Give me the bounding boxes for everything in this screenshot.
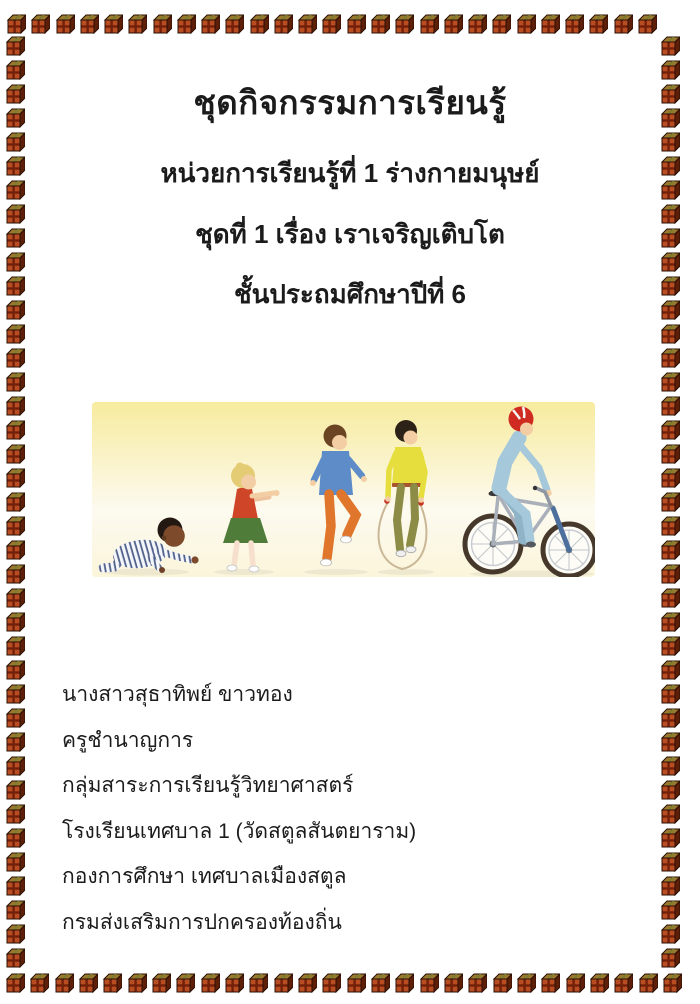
credits-block	[62, 672, 416, 945]
gift-box-icon	[588, 14, 608, 34]
gift-box-icon	[5, 684, 25, 704]
gift-box-icon	[5, 372, 25, 392]
gift-box-icon	[660, 636, 680, 656]
gift-box-icon	[660, 684, 680, 704]
growth-stages-illustration	[92, 402, 595, 577]
gift-box-icon	[443, 973, 463, 993]
gift-box-icon	[370, 14, 390, 34]
gift-box-icon	[55, 14, 75, 34]
border-top	[6, 14, 657, 34]
gift-box-icon	[5, 420, 25, 440]
gift-box-icon	[660, 468, 680, 488]
gift-box-icon	[321, 973, 341, 993]
gift-box-icon	[224, 14, 244, 34]
subtitle-set: ชุดที่ 1 เรื่อง เราเจริญเติบโต	[195, 219, 505, 249]
gift-box-icon	[321, 14, 341, 34]
gift-box-icon	[5, 564, 25, 584]
gift-box-icon	[6, 14, 26, 34]
gift-box-icon	[660, 756, 680, 776]
gift-box-icon	[467, 14, 487, 34]
credit-department: กรมส่งเสริมการปกครองท้องถิ่น	[62, 910, 342, 934]
gift-box-icon	[5, 973, 25, 993]
gift-box-icon	[79, 14, 99, 34]
gift-box-icon	[660, 804, 680, 824]
gift-box-icon	[5, 876, 25, 896]
credit-subject-group: กลุ่มสาระการเรียนรู้วิทยาศาสตร์	[62, 774, 354, 798]
gift-box-icon	[5, 708, 25, 728]
gift-box-icon	[660, 708, 680, 728]
gift-box-icon	[394, 14, 414, 34]
gift-box-icon	[660, 588, 680, 608]
gift-box-icon	[5, 348, 25, 368]
gift-box-icon	[613, 973, 633, 993]
gift-box-icon	[660, 900, 680, 920]
gift-box-icon	[660, 444, 680, 464]
gift-box-icon	[29, 973, 49, 993]
gift-box-icon	[5, 588, 25, 608]
gift-box-icon	[516, 973, 536, 993]
gift-box-icon	[564, 14, 584, 34]
gift-box-icon	[5, 780, 25, 800]
gift-box-icon	[5, 252, 25, 272]
gift-box-icon	[589, 973, 609, 993]
gift-box-icon	[297, 973, 317, 993]
credit-school: โรงเรียนเทศบาล 1 (วัดสตูลสันตยาราม)	[62, 819, 417, 843]
gift-box-icon	[200, 14, 220, 34]
gift-box-icon	[660, 660, 680, 680]
gift-box-icon	[660, 612, 680, 632]
gift-box-icon	[273, 14, 293, 34]
gift-box-icon	[102, 973, 122, 993]
gift-box-icon	[297, 14, 317, 34]
gift-box-icon	[660, 396, 680, 416]
gift-box-icon	[660, 732, 680, 752]
gift-box-icon	[224, 973, 244, 993]
page-title: ชุดกิจกรรมการเรียนรู้	[193, 84, 507, 121]
credit-author-name: นางสาวสุธาทิพย์ ขาวทอง	[62, 683, 293, 707]
gift-box-icon	[5, 396, 25, 416]
border-bottom	[5, 973, 682, 993]
gift-box-icon	[248, 973, 268, 993]
gift-box-icon	[565, 973, 585, 993]
gift-box-icon	[660, 348, 680, 368]
gift-box-icon	[5, 540, 25, 560]
gift-box-icon	[638, 973, 658, 993]
gift-box-icon	[370, 973, 390, 993]
gift-box-icon	[127, 14, 147, 34]
gift-box-icon	[5, 636, 25, 656]
gift-box-icon	[443, 14, 463, 34]
credit-education-division: กองการศึกษา เทศบาลเมืองสตูล	[62, 865, 347, 889]
gift-box-icon	[5, 828, 25, 848]
gift-box-icon	[346, 14, 366, 34]
gift-box-icon	[660, 36, 680, 56]
gift-box-icon	[152, 14, 172, 34]
gift-box-icon	[516, 14, 536, 34]
gift-box-icon	[5, 132, 25, 152]
gift-box-icon	[5, 852, 25, 872]
gift-box-icon	[5, 732, 25, 752]
gift-box-icon	[5, 756, 25, 776]
gift-box-icon	[346, 973, 366, 993]
gift-box-icon	[491, 14, 511, 34]
gift-box-icon	[660, 564, 680, 584]
gift-box-icon	[660, 372, 680, 392]
gift-box-icon	[492, 973, 512, 993]
gift-box-icon	[127, 973, 147, 993]
gift-box-icon	[660, 252, 680, 272]
gift-box-icon	[54, 973, 74, 993]
gift-box-icon	[660, 828, 680, 848]
gift-box-icon	[5, 924, 25, 944]
gift-box-icon	[394, 973, 414, 993]
gift-box-icon	[151, 973, 171, 993]
gift-box-icon	[660, 492, 680, 512]
gift-box-icon	[660, 132, 680, 152]
gift-box-icon	[273, 973, 293, 993]
gift-box-icon	[540, 973, 560, 993]
gift-box-icon	[467, 973, 487, 993]
gift-box-icon	[419, 14, 439, 34]
gift-box-icon	[660, 420, 680, 440]
gift-box-icon	[660, 924, 680, 944]
gift-box-icon	[660, 324, 680, 344]
gift-box-icon	[5, 804, 25, 824]
gift-box-icon	[637, 14, 657, 34]
gift-box-icon	[5, 468, 25, 488]
gift-box-icon	[5, 36, 25, 56]
gift-box-icon	[419, 973, 439, 993]
gift-box-icon	[662, 973, 682, 993]
gift-box-icon	[660, 948, 680, 968]
gift-box-icon	[249, 14, 269, 34]
gift-box-icon	[5, 900, 25, 920]
gift-box-icon	[5, 324, 25, 344]
gift-box-icon	[5, 492, 25, 512]
gift-box-icon	[540, 14, 560, 34]
gift-box-icon	[660, 780, 680, 800]
gift-box-icon	[175, 973, 195, 993]
gift-box-icon	[176, 14, 196, 34]
gift-box-icon	[660, 876, 680, 896]
gift-box-icon	[30, 14, 50, 34]
gift-box-icon	[103, 14, 123, 34]
gift-box-icon	[78, 973, 98, 993]
gift-box-icon	[5, 660, 25, 680]
gift-box-icon	[5, 444, 25, 464]
credit-position: ครูชำนาญการ	[62, 728, 194, 752]
gift-box-icon	[660, 852, 680, 872]
gift-box-icon	[5, 612, 25, 632]
gift-box-icon	[660, 516, 680, 536]
subtitle-grade: ชั้นประถมศึกษาปีที่ 6	[233, 279, 467, 309]
gift-box-icon	[5, 516, 25, 536]
subtitle-unit: หน่วยการเรียนรู้ที่ 1 ร่างกายมนุษย์	[160, 158, 540, 188]
gift-box-icon	[200, 973, 220, 993]
gift-box-icon	[613, 14, 633, 34]
gift-box-icon	[660, 540, 680, 560]
gift-box-icon	[5, 948, 25, 968]
